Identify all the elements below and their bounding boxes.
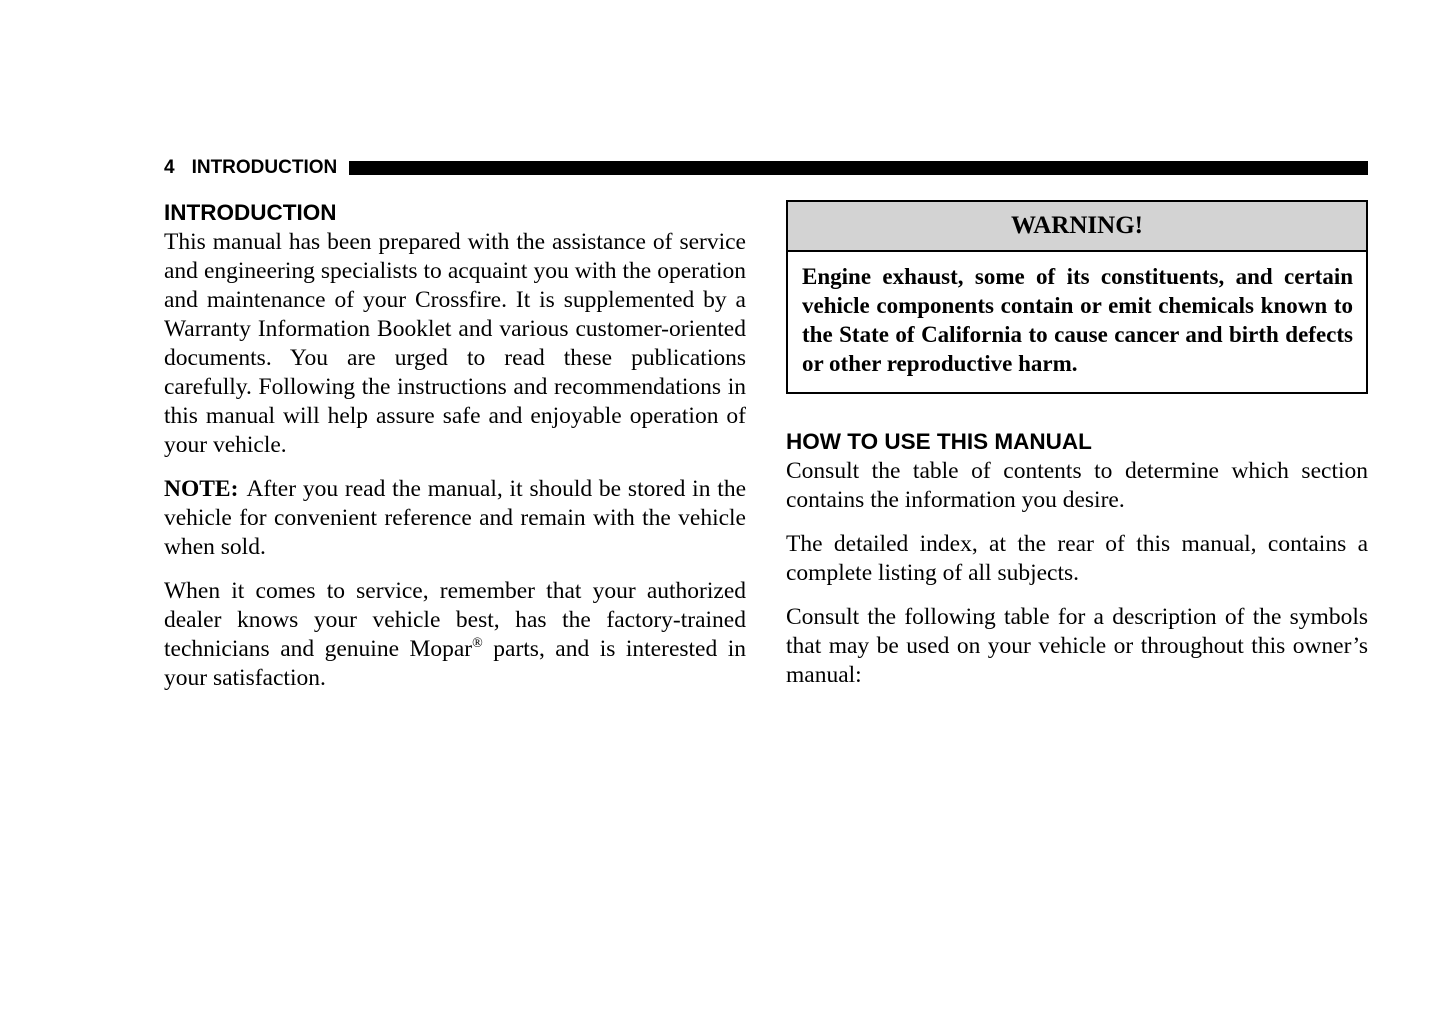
warning-title: WARNING! [788,202,1366,252]
registered-mark: ® [472,636,483,652]
howto-paragraph-2: The detailed index, at the rear of this manual, contains a complete listing of all subjects. [786,531,1368,586]
page-number: 4 [164,157,175,178]
right-column [786,198,1368,705]
service-paragraph [164,577,746,693]
service-text-end: parts, and is interested in your satisfaction. [164,636,746,691]
page-header [164,155,1368,181]
running-section-title: INTRODUCTION [191,157,338,178]
service-text-start: When it comes to service, remember that your authorized dealer knows your vehicle best, has the factory-trained technicians and genuine Mopar [164,578,746,662]
howto-paragraph-3: Consult the following table for a description of the symbols that may be used on your vehicle or throughout this owner’s manual: [786,604,1368,688]
warning-text: Engine exhaust, some of its constituents, and certain vehicle components contain or emit chemicals known to the State of California to cause cancer and birth defects or other reproductive harm. [802,264,1353,376]
introduction-heading: INTRODUCTION [164,200,337,225]
left-column [164,198,746,708]
note-paragraph [164,475,746,562]
how-to-use-heading: HOW TO USE THIS MANUAL [786,429,1092,454]
introduction-paragraph: This manual has been prepared with the assistance of service and engineering specialists to acquaint you with the operation and maintenance of your Crossfire. It is supplemented by a Warranty Information Booklet and various customer-oriented documents. You are urged to read these publications carefully. Following the instructions and recommendations in this manual will help assure safe and enjoyable operation of your vehicle. [164,229,746,458]
note-label: NOTE: [164,476,239,502]
note-text: After you read the manual, it should be stored in the vehicle for convenient reference and remain with the vehicle when sold. [164,476,746,560]
warning-box [786,200,1368,394]
header-rule [349,161,1368,175]
howto-paragraph-1: Consult the table of contents to determine which section contains the information you desire. [786,458,1368,513]
